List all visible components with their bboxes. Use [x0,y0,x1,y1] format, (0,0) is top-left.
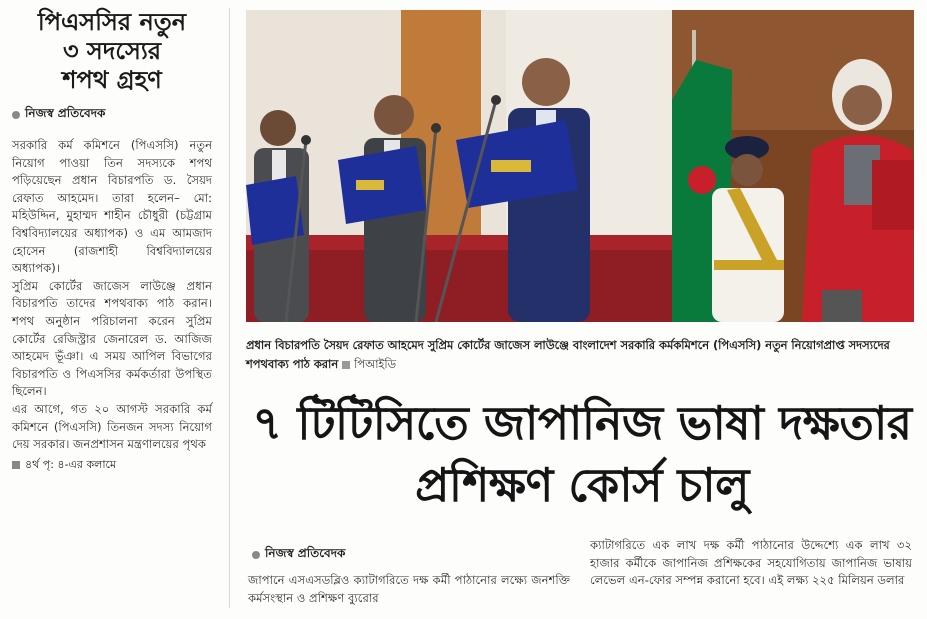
left-story [12,8,212,475]
photo-credit: পিআইডি [354,357,397,371]
left-story-jump [12,456,212,475]
left-story-byline-text: নিজস্ব প্রতিবেদক [25,106,106,120]
bullet-dot-icon [12,111,20,119]
photo-caption [246,336,914,374]
column-divider [229,8,230,608]
photo-swearing-in [246,10,672,322]
main-story-column-1: জাপানে এসএসডব্লিও ক্যাটাগরিতে দক্ষ কর্মী পাঠানোর লক্ষ্যে জনশক্তি কর্মসংস্থান ও প্রশিক্ষণ ব্যুরোর [248,573,570,605]
left-story-jump-text: ৪র্থ পৃ: ৪-এর কলামে [25,457,117,471]
bullet-dot-icon [252,551,260,559]
jump-square-icon [12,461,20,469]
main-story-column-2: ক্যাটাগরিতে এক লাখ দক্ষ কর্মী পাঠানোর উদ্দেশ্যে এক লাখ ৩২ হাজার কর্মীকে জাপানিজ প্রশিক্ষকের সহযোগিতায় জাপানিজ ভাষায় লেভেল এন-ফোর সম্পন্ন করানো হবে। এই লক্ষ্য ২২৫ মিলিয়ন ডলার [590,538,912,588]
main-story-headline: ৭ টিটিসিতে জাপানিজ ভাষা দক্ষতার প্রশিক্ষণ কোর্স চালু [252,396,912,512]
main-story-byline-text: নিজস্ব প্রতিবেদক [265,546,346,560]
photo-caption-text: প্রধান বিচারপতি সৈয়দ রেফাত আহমেদ সুপ্রিম কোর্টের জাজেস লাউঞ্জে বাংলাদেশ সরকারি কর্মকমিশনে (পিএসসি) নতুন নিয়োগপ্রাপ্ত সদস্যদের শপথবাক্য পাঠ করান [246,338,890,371]
credit-square-icon [342,361,350,369]
main-story-byline [252,545,345,565]
photo-chief-justice [672,10,914,322]
left-story-headline: পিএসসির নতুন ৩ সদস্যের শপথ গ্রহণ [37,8,187,94]
left-story-body: সরকারি কর্ম কমিশনে (পিএসসি) নতুন নিয়োগ পাওয়া তিন সদস্যকে শপথ পড়িয়েছেন প্রধান বিচারপতি ড. সৈয়দ রেফাত আহমেদ। তারা হলেন– মো: মহিউদ্দিন, মুহাম্মদ শাহীন চৌধুরী (চট্টগ্রাম বিশ্ববিদ্যালয়ের অধ্যাপক) ও এম আমজাদ হোসেন (রাজশাহী বিশ্ববিদ্যালয়ের অধ্যাপক)। সুপ্রিম কোর্টের জাজেস লাউঞ্জে প্রধান বিচারপতি তাদের শপথবাক্য পাঠ করান। শপথ অনুষ্ঠান পরিচালনা করেন সুপ্রিম কোর্টের রেজিস্ট্রার জেনারেল ড. আজিজ আহমেদ ভূঁঞা। এ সময় আপিল বিভাগের বিচারপতি ও পিএসসির কর্মকর্তারা উপস্থিত ছিলেন। এর আগে, গত ২০ আগস্ট সরকারি কর্ম কমিশনে (পিএসসি) তিনজন সদস্য নিয়োগ দেয় সরকার। জনপ্রশাসন মন্ত্রণালয়ের পৃথক [12,138,212,452]
left-story-byline [12,105,212,125]
